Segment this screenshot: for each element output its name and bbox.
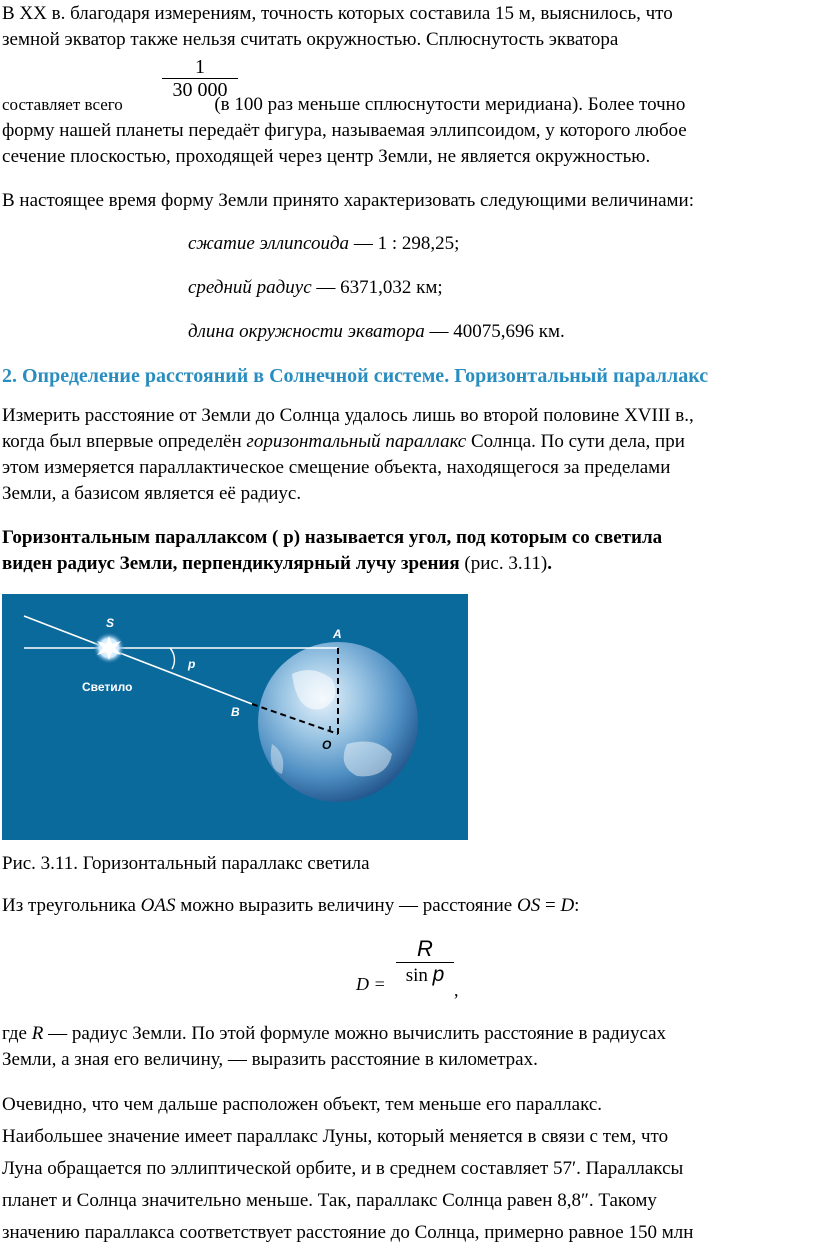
text-fragment: OAS <box>140 895 176 916</box>
paragraph-line: значению параллакса соответствует расстояние до Солнца, примерно равное 150 млн <box>2 1222 694 1243</box>
text-fragment: когда был впервые определён <box>2 431 242 452</box>
paragraph-line: Земли, а базисом является её радиус. <box>2 483 302 504</box>
text-fragment: составляет всего <box>2 95 123 114</box>
param-name: средний радиус <box>188 277 312 298</box>
parallax-figure <box>2 594 468 840</box>
term-horizontal-parallax: горизонтальный параллакс <box>246 431 467 452</box>
label-p: p <box>188 657 196 671</box>
text-fragment: R <box>31 1023 44 1044</box>
text-fragment: = <box>544 895 556 916</box>
paragraph-line: сечение плоскостью, проходящей через центр Земли, не является окружностью. <box>2 146 651 167</box>
fraction-denominator: 30 000 <box>172 79 228 101</box>
figure-caption: Рис. 3.11. Горизонтальный параллакс светила <box>2 853 370 874</box>
text-fragment: виден радиус Земли, перпендикулярный лучу зрения <box>2 553 460 574</box>
text-fragment: p <box>432 963 445 986</box>
label-o: O <box>322 738 332 752</box>
text-fragment: D <box>560 895 575 916</box>
paragraph-line: планет и Солнца значительно меньше. Так, параллакс Солнца равен 8,8″. Такому <box>2 1190 657 1211</box>
definition-line: Горизонтальным параллаксом ( p) называется угол, под которым со светила <box>2 527 663 548</box>
label-star: Светило <box>82 680 133 694</box>
paragraph-line: Луна обращается по эллиптической орбите, и в среднем составляет 57′. Параллаксы <box>2 1158 684 1179</box>
paragraph-line <box>2 893 810 919</box>
param-equator-length <box>188 319 565 345</box>
param-name: сжатие эллипсоида <box>188 233 350 254</box>
text-fragment: sin <box>405 965 428 986</box>
label-b: B <box>231 705 240 719</box>
paragraph-line: Измерить расстояние от Земли до Солнца удалось лишь во второй половине XVIII в., <box>2 405 694 426</box>
text-fragment: Из треугольника <box>2 895 136 916</box>
param-value: — 1 : 298,25; <box>353 233 460 254</box>
paragraph-line: В XX в. благодаря измерениям, точность которых составила 15 м, выяснилось, что <box>2 3 673 24</box>
paragraph-line <box>2 429 810 455</box>
text-fragment: : <box>574 895 580 916</box>
label-a: A <box>333 627 342 641</box>
formula-lhs: D = <box>356 974 386 994</box>
param-ellipsoid-compression <box>188 231 459 257</box>
param-mean-radius <box>188 275 443 301</box>
paragraph-line: Земли, а зная его величину, — выразить расстояние в километрах. <box>2 1049 538 1070</box>
formula-comma: , <box>454 980 459 1000</box>
formula-fraction <box>396 936 454 988</box>
text-fragment: — радиус Земли. По этой формуле можно вычислить расстояние в радиусах <box>48 1023 667 1044</box>
formula-denominator <box>396 963 454 988</box>
paragraph-line: этом измеряется параллактическое смещение объекта, находящегося за пределами <box>2 457 671 478</box>
param-name: длина окружности экватора <box>188 321 425 342</box>
parallax-diagram <box>2 594 468 840</box>
text-fragment: где <box>2 1023 27 1044</box>
fraction-numerator: 1 <box>195 56 205 78</box>
figure-reference: (рис. 3.11) <box>464 553 548 574</box>
definition-line <box>2 551 810 577</box>
paragraph-line: форму нашей планеты передаёт фигура, называемая эллипсоидом, у которого любое <box>2 120 687 141</box>
paragraph-line: Наибольшее значение имеет параллакс Луны, который меняется в связи с тем, что <box>2 1126 669 1147</box>
text-fragment: можно выразить величину — расстояние <box>180 895 513 916</box>
text-fragment: . <box>547 553 552 574</box>
paragraph-line: В настоящее время форму Земли принято характеризовать следующими величинами: <box>2 190 694 211</box>
text-fragment: OS <box>516 895 541 916</box>
label-s: S <box>106 616 115 630</box>
paragraph-line: земной экватор также нельзя считать окружностью. Сплюснутость экватора <box>2 29 619 50</box>
section-heading: 2. Определение расстояний в Солнечной системе. Горизонтальный параллакс <box>2 365 709 387</box>
param-value: — 6371,032 км; <box>316 277 443 298</box>
param-value: — 40075,696 км. <box>429 321 565 342</box>
text-fragment: Солнца. По сути дела, при <box>470 431 685 452</box>
paragraph-line <box>2 92 810 118</box>
text-fragment: (в 100 раз меньше сплюснутости меридиана). Более точно <box>214 94 686 115</box>
formula-numerator: R <box>417 936 433 961</box>
paragraph-line <box>2 1021 810 1047</box>
paragraph-line: Очевидно, что чем дальше расположен объект, тем меньше его параллакс. <box>2 1094 603 1115</box>
